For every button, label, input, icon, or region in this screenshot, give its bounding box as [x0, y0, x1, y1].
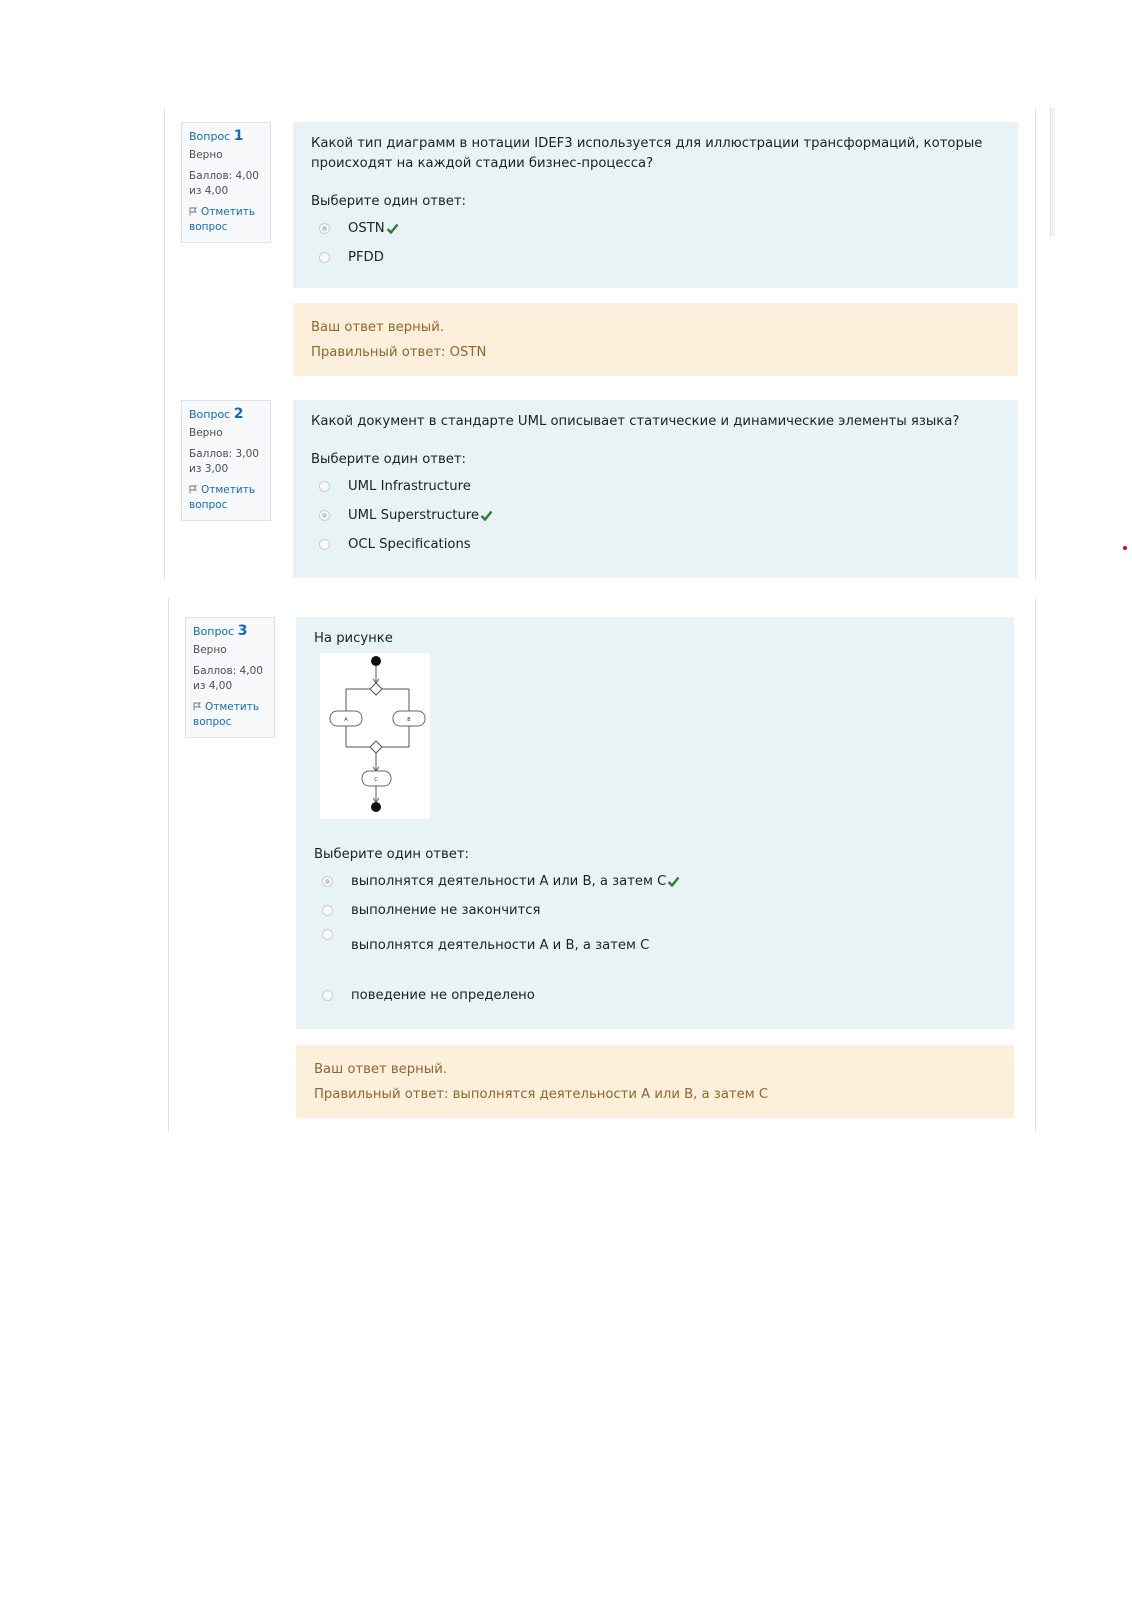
flag-question-link[interactable]: Отметить вопрос: [193, 701, 260, 728]
answer-radio[interactable]: [322, 929, 333, 940]
flag-icon: [189, 207, 197, 216]
answer-label: выполнение не закончится: [351, 902, 541, 918]
answer-label: выполнятся деятельности A или B, а затем C: [351, 873, 667, 889]
feedback-right-answer: Правильный ответ: OSTN: [311, 345, 487, 360]
question-state: Верно: [189, 149, 223, 161]
answer-prompt: Выберите один ответ:: [314, 847, 469, 862]
question-grade: Баллов: 4,00 из 4,00: [189, 170, 259, 197]
question-info-1: [181, 122, 271, 243]
answer-radio[interactable]: [319, 510, 330, 521]
answer-option: [314, 981, 996, 1010]
diagram-label-c: C: [374, 777, 378, 783]
question-formulation-1: [293, 122, 1018, 288]
question-text: Какой тип диаграмм в нотации IDEF3 используется для иллюстрации трансформаций, которые происходят на каждой стадии бизнес-процесса?: [311, 136, 983, 171]
answer-label: UML Infrastructure: [348, 478, 471, 494]
answer-option: [311, 243, 1000, 272]
diagram-end-node: [371, 802, 381, 812]
question-formulation-2: [293, 400, 1018, 578]
answer-radio[interactable]: [319, 481, 330, 492]
question-feedback-1: [293, 303, 1018, 376]
question-state: Верно: [193, 644, 227, 656]
flag-question-link[interactable]: Отметить вопрос: [189, 206, 256, 233]
question-state: Верно: [189, 427, 223, 439]
question-text: На рисунке: [314, 631, 393, 646]
question-grade: Баллов: 4,00 из 4,00: [193, 665, 263, 692]
flag-icon: [189, 485, 197, 494]
question-text: Какой документ в стандарте UML описывает статические и динамические элементы языка?: [311, 414, 960, 429]
question-number: Вопрос 2: [189, 406, 244, 422]
answer-radio[interactable]: [322, 905, 333, 916]
answer-option: [311, 472, 1000, 501]
correct-check-icon: [667, 876, 680, 887]
question-number: Вопрос 1: [189, 128, 244, 144]
answer-radio[interactable]: [319, 252, 330, 263]
activity-diagram: [320, 653, 430, 819]
question-formulation-3: [296, 617, 1014, 1029]
answer-option: [311, 214, 1000, 243]
answer-radio[interactable]: [322, 876, 333, 887]
feedback-result: Ваш ответ верный.: [314, 1062, 447, 1077]
diagram-label-b: B: [407, 717, 411, 723]
answer-label: PFDD: [348, 249, 384, 265]
question-number: Вопрос 3: [193, 623, 248, 639]
correct-check-icon: [480, 510, 493, 521]
flag-question-link[interactable]: Отметить вопрос: [189, 484, 256, 511]
diagram-background: [320, 653, 430, 819]
red-mark: [1123, 546, 1127, 550]
correct-check-icon: [386, 223, 399, 234]
answer-radio[interactable]: [319, 539, 330, 550]
diagram-start-node: [371, 656, 381, 666]
answer-option: [314, 867, 996, 896]
answer-prompt: Выберите один ответ:: [311, 194, 466, 209]
answer-option: [314, 925, 996, 981]
diagram-label-a: A: [344, 717, 348, 723]
question-info-3: [185, 617, 275, 738]
question-info-2: [181, 400, 271, 521]
answer-radio[interactable]: [322, 990, 333, 1001]
answer-option: [314, 896, 996, 925]
answer-option: [311, 530, 1000, 559]
scrollbar[interactable]: [1050, 108, 1055, 236]
answer-label: UML Superstructure: [348, 507, 480, 523]
answer-label: поведение не определено: [351, 987, 535, 1003]
answer-radio[interactable]: [319, 223, 330, 234]
flag-icon: [193, 702, 201, 711]
answer-label: OCL Specifications: [348, 536, 471, 552]
answer-prompt: Выберите один ответ:: [311, 452, 466, 467]
answer-label: OSTN: [348, 220, 385, 236]
feedback-result: Ваш ответ верный.: [311, 320, 444, 335]
question-feedback-3: [296, 1045, 1014, 1118]
feedback-right-answer: Правильный ответ: выполнятся деятельности A или B, а затем C: [314, 1087, 769, 1102]
question-grade: Баллов: 3,00 из 3,00: [189, 448, 259, 475]
answer-label: выполнятся деятельности A и B, а затем C: [351, 938, 650, 953]
answer-option: [311, 501, 1000, 530]
